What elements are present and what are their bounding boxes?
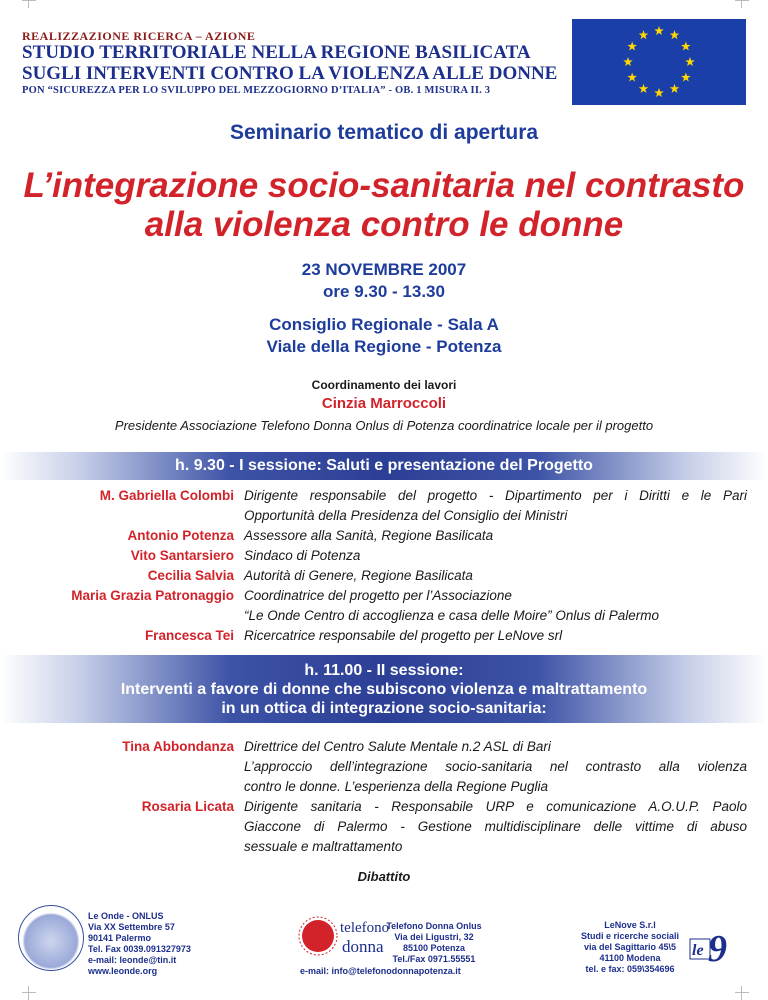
event-venue (0, 314, 768, 358)
speaker-role: Dirigente sanitaria - Responsabile URP e comunicazione A.O.U.P. Paolo (244, 799, 747, 814)
session2-title-line2: Interventi a favore di donne che subiscono violenza e maltrattamento (120, 681, 648, 698)
lenove-logo-icon (690, 927, 734, 970)
header-pon: PON “SICUREZZA PER LO SVILUPPO DEL MEZZOGIORNO D’ITALIA” - OB. 1 MISURA II. 3 (22, 85, 491, 96)
session1-row (0, 526, 768, 546)
header-title-line2: SUGLI INTERVENTI CONTRO LA VIOLENZA ALLE DONNE (22, 63, 558, 84)
le-logo-text: le (692, 942, 704, 959)
le-onde-logo-icon (18, 905, 84, 971)
seminar-subtitle: Seminario tematico di apertura (229, 121, 539, 144)
session2-row (0, 777, 768, 797)
telefono-donna-logo-svg (300, 908, 390, 964)
speaker-role: Direttrice del Centro Salute Mentale n.2 ASL di Bari (244, 739, 551, 754)
footer-line: Via dei Ligustri, 32 (394, 932, 474, 942)
main-title (0, 166, 768, 244)
speaker-role: contro le donne. L’esperienza della Regione Puglia (244, 779, 548, 794)
session2-title (0, 655, 768, 723)
registration-mark (735, 986, 749, 1000)
session1-title: h. 9.30 - I sessione: Saluti e presentazione del Progetto (0, 452, 768, 480)
session2-row (0, 837, 768, 857)
footer-line: e-mail: leonde@tin.it (88, 955, 177, 965)
speaker-role: L’approccio dell’integrazione socio-sanitaria nel contrasto alla violenza (244, 759, 747, 774)
session1-row (0, 546, 768, 566)
session2-row (0, 757, 768, 777)
eu-star-icon (685, 57, 695, 66)
footer-line: www.leonde.org (88, 966, 158, 976)
telefono-logo-word: telefono (340, 920, 390, 936)
eu-star-icon (654, 88, 664, 97)
coordination-label: Coordinamento dei lavori (311, 378, 457, 392)
footer-line: 41100 Modena (599, 953, 661, 963)
speaker-role: Ricercatrice responsabile del progetto per LeNove srl (244, 628, 563, 643)
session2-row (0, 737, 768, 757)
footer-line: Via XX Settembre 57 (88, 922, 175, 932)
donna-logo-word: donna (342, 937, 384, 956)
footer-line: Tel./Fax 0971.55551 (392, 954, 476, 964)
dibattito-label: Dibattito (357, 869, 411, 884)
session2-row (0, 797, 768, 817)
speaker-name: Maria Grazia Patronaggio (71, 588, 234, 603)
eu-flag-icon (572, 19, 746, 105)
venue-line2: Viale della Regione - Potenza (266, 337, 502, 356)
eu-star-icon (670, 30, 680, 39)
speaker-role: “Le Onde Centro di accoglienza e casa delle Moire” Onlus di Palermo (244, 608, 659, 623)
footer-line: via del Sagittario 45\5 (583, 942, 677, 952)
registration-mark (735, 0, 749, 8)
eu-star-icon (670, 84, 680, 93)
speaker-name: Francesca Tei (144, 628, 234, 643)
eu-star-icon (627, 42, 637, 51)
session2-title-line3: in un ottica di integrazione socio-sanitaria: (221, 700, 547, 717)
session1-row (0, 506, 768, 526)
eu-flag-stars (572, 19, 746, 105)
speaker-name: Tina Abbondanza (122, 739, 234, 754)
footer-telefono-donna (374, 921, 494, 965)
eu-star-icon (654, 26, 664, 35)
footer-lenove (568, 920, 692, 975)
speaker-role: Coordinatrice del progetto per l’Associazione (244, 588, 512, 603)
session1-row (0, 606, 768, 626)
speaker-role: Sindaco di Potenza (244, 548, 361, 563)
registration-mark (22, 0, 36, 8)
event-date (0, 259, 768, 303)
speaker-role: Opportunità della Presidenza del Consiglio dei Ministri (244, 508, 568, 523)
eu-star-icon (627, 73, 637, 82)
eu-star-icon (681, 73, 691, 82)
event-day: 23 NOVEMBRE 2007 (301, 260, 467, 279)
speaker-role: Giaccone di Palermo - Gestione multidisciplinare delle vittime di abuso (244, 819, 747, 834)
footer-line: tel. e fax: 059\354696 (585, 964, 675, 974)
footer-telefono-email: e-mail: info@telefonodonnapotenza.it (300, 966, 461, 976)
footer-line: Telefono Donna Onlus (386, 921, 482, 931)
session1-row (0, 486, 768, 506)
speaker-role: Dirigente responsabile del progetto - Dipartimento per i Diritti e le Pari (244, 488, 747, 503)
speaker-role: sessuale e maltrattamento (244, 839, 403, 854)
speaker-name: Cecilia Salvia (147, 568, 234, 583)
footer-le-onde (88, 911, 191, 977)
footer-line: 85100 Potenza (402, 943, 466, 953)
nine-logo-text: 9 (708, 928, 727, 970)
le9-logo-svg (690, 927, 734, 970)
header-title-line1: STUDIO TERRITORIALE NELLA REGIONE BASILICATA (22, 42, 531, 63)
speaker-name: Antonio Potenza (127, 528, 234, 543)
footer-line: Tel. Fax 0039.091327973 (88, 944, 191, 954)
registration-mark (22, 986, 36, 1000)
speaker-role: Assessore alla Sanità, Regione Basilicata (244, 528, 494, 543)
coordinator-name: Cinzia Marroccoli (321, 395, 447, 412)
session1-row (0, 586, 768, 606)
coordinator-role: Presidente Associazione Telefono Donna Onlus di Potenza coordinatrice locale per il progetto (114, 418, 654, 433)
event-time: ore 9.30 - 13.30 (323, 282, 445, 301)
eu-star-icon (681, 42, 691, 51)
footer-line: 90141 Palermo (88, 933, 152, 943)
main-title-line2: alla violenza contro le donne (144, 205, 624, 244)
eu-star-icon (639, 30, 649, 39)
speaker-name: M. Gabriella Colombi (99, 488, 234, 503)
telefono-donna-logo-icon (300, 908, 390, 964)
session2-title-line1: h. 11.00 - II sessione: (304, 662, 464, 679)
session1-row (0, 566, 768, 586)
header-line1: REALIZZAZIONE RICERCA – AZIONE (22, 29, 256, 43)
venue-line1: Consiglio Regionale - Sala A (269, 315, 499, 334)
main-title-line1: L’integrazione socio-sanitaria nel contrasto (23, 166, 745, 205)
speaker-name: Vito Santarsiero (130, 548, 234, 563)
speaker-role: Autorità di Genere, Regione Basilicata (244, 568, 473, 583)
footer-line: Le Onde - ONLUS (88, 911, 164, 921)
session2-row (0, 817, 768, 837)
session1-row (0, 626, 768, 646)
eu-star-icon (623, 57, 633, 66)
footer-line: LeNove S.r.l (604, 920, 656, 930)
eu-star-icon (639, 84, 649, 93)
speaker-name: Rosaria Licata (141, 799, 234, 814)
footer-line: Studi e ricerche sociali (580, 931, 680, 941)
